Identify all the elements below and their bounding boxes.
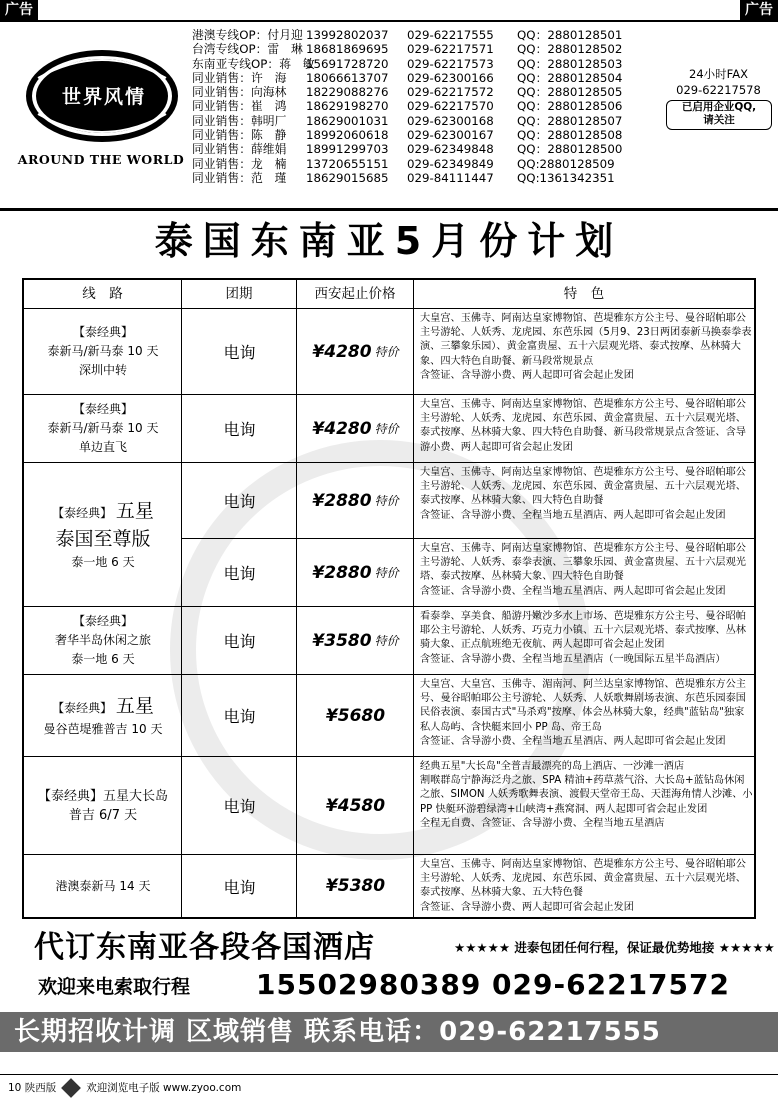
itinerary-table	[22, 278, 756, 919]
price-cell: ¥5680	[325, 705, 386, 726]
contact-row: 东南亚专线OP：蒋 敏 15691728720 029-62217573 QQ：2880128503	[192, 56, 623, 71]
contact-row: 同业销售：范 瑾 18629015685 029-84111447 QQ:1361342351	[192, 170, 615, 185]
price-cell: ¥4280 特价	[312, 341, 399, 362]
features-cell: 大皇宫、玉佛寺、阿南达皇家博物馆、芭堤雅东方公主号、曼谷昭帕耶公主号游轮、人妖秀、泰拳表演、三攀象乐园、黄金富贵屋、五十六层观光塔、泰式按摩、丛林骑大象、四大特色自助餐 含签证、含导游小费、全程当地五星酒店、两人起即可省会起止发团	[420, 543, 746, 597]
route-cell: 【泰经典】 五星 泰国至尊版 泰一地 6 天	[52, 500, 154, 569]
period-cell: 电询	[223, 420, 256, 439]
promo-slogan: ★★★★★ 进泰包团任何行程，保证最优势地接 ★★★★★	[454, 940, 775, 955]
route-cell: 【泰经典】五星大长岛 普吉 6/7 天	[37, 788, 168, 823]
qq-badge-line2: 请关注	[703, 114, 735, 126]
header-rule	[0, 208, 778, 211]
period-cell: 电询	[223, 877, 256, 897]
page-title: 泰国东南亚5月份计划	[154, 219, 624, 263]
page-footer	[8, 1080, 241, 1096]
contact-row: 同业销售：陈 静 18992060618 029-62300167 QQ：2880128508	[192, 128, 623, 143]
contact-row: 同业销售：龙 楠 13720655151 029-62349849 QQ:2880128509	[192, 156, 615, 171]
footer-rule	[0, 1074, 778, 1075]
diamond-logo-icon	[61, 1078, 81, 1098]
route-cell: 【泰经典】 五星 曼谷芭堤雅普吉 10 天	[43, 695, 163, 736]
qq-badge	[666, 100, 772, 130]
route-cell: 港澳泰新马 14 天	[55, 878, 151, 893]
contact-row: 港澳专线OP：付月迎 13992802037 029-62217555 QQ：2880128501	[192, 28, 623, 42]
ad-label-right: 广告	[740, 0, 778, 20]
header-period: 团期	[225, 286, 253, 302]
period-cell: 电询	[223, 492, 256, 511]
hotline-label: 欢迎来电索取行程	[38, 976, 191, 998]
page-number: 10	[8, 1082, 22, 1094]
period-cell: 电询	[223, 707, 256, 726]
route-cell: 【泰经典】 奢华半岛休闲之旅 泰一地 6 天	[54, 614, 151, 666]
logo-en: AROUND THE WORLD	[17, 152, 185, 167]
fax-info	[666, 66, 771, 98]
recruit-banner: 长期招收计调 区域销售 联系电话：029-62217555	[0, 1012, 778, 1052]
route-cell: 【泰经典】 泰新马/新马泰 10 天 深圳中转	[47, 325, 159, 377]
features-cell: 看泰拳、享美食、船游丹嫩沙多水上市场、芭堤雅东方公主号、曼谷昭帕耶公主号游轮、人妖秀、巧克力小镇、五十六层观光塔、泰式按摩、丛林骑大象、正点航班绝无夜航、两人起即可省会起止发团 含签证、含导游小费、全程当地五星酒店（一晚国际五星半岛酒店）	[420, 611, 746, 665]
footer-text: 欢迎浏览电子版 www.zyoo.com	[86, 1082, 242, 1094]
hotel-promo: 代订东南亚各段各国酒店	[34, 930, 375, 965]
contact-row: 同业销售：向海林 18229088276 029-62217572 QQ：2880128505	[192, 85, 623, 100]
features-cell: 经典五星"大长岛"全普吉最漂亮的岛上酒店、一沙滩一酒店 割喉群岛宁静海泛舟之旅、SPA 精油+药草蒸气浴、大长岛+蓝钻岛休闲之旅、SIMON 人妖秀歌舞表演、渡假天堂帝王岛、天涯海角情人沙滩、小 PP 快艇环游碧绿湾+山峡湾+燕窝洞、两人起即可省会起止发团 全程无自费、含签证、含导游小费、全程当地五星酒店	[420, 761, 753, 829]
period-cell: 电询	[223, 343, 256, 362]
features-cell: 大皇宫、玉佛寺、阿南达皇家博物馆、芭堤雅东方公主号、曼谷昭帕耶公主号游轮、人妖秀、龙虎园、东芭乐园、黄金富贵屋、五十六层观光塔、泰式按摩、丛林骑大象、四大特色自助餐、新马段常规景点含签证、含导游小费、两人起即可省会起止发团	[420, 399, 746, 453]
price-cell: ¥2880 特价	[312, 490, 399, 511]
features-cell: 大皇宫、玉佛寺、阿南达皇家博物馆、芭堤雅东方公主号、曼谷昭帕耶公主号游轮、人妖秀、龙虎园、东芭乐园、黄金富贵屋、五十六层观光塔、泰式按摩、丛林骑大象、五大特色餐 含签证、含导游小费、两人起即可省会起止发团	[420, 859, 746, 913]
contact-list	[192, 28, 662, 185]
top-rule	[0, 20, 778, 22]
features-cell: 大皇宫、玉佛寺、阿南达皇家博物馆、芭堤雅东方公主号、曼谷昭帕耶公主号游轮、人妖秀、龙虎园、东芭乐园、黄金富贵屋、五十六层观光塔、泰式按摩、丛林骑大象、四大特色自助餐 含签证、含导游小费、全程当地五星酒店、两人起即可省会起止发团	[420, 467, 746, 521]
price-cell: ¥4580	[325, 795, 386, 816]
price-cell: ¥2880 特价	[312, 562, 399, 583]
period-cell: 电询	[223, 632, 256, 651]
price-cell: ¥3580 特价	[312, 630, 399, 651]
contact-row: 同业销售：崔 鸿 18629198270 029-62217570 QQ：2880128506	[192, 99, 623, 114]
fax-label: 24小时FAX	[689, 67, 748, 81]
fax-number: 029-62217578	[676, 83, 761, 97]
qq-badge-line1: 已启用企业QQ,	[681, 101, 757, 113]
header-route: 线 路	[82, 286, 123, 302]
features-cell: 大皇宫、大皇宫、玉佛寺、湄南河、阿兰达皇家博物馆、芭堤雅东方公主号、曼谷昭帕耶公主号游轮、人妖秀、人妖歌舞剧场表演、东芭乐园泰国民俗表演、泰国古式"马杀鸡"按摩、体会丛林骑大象，经典"蓝钻岛"独家私人岛屿、含快艇来回小 PP 岛、帝王岛 含签证、含导游小费、全程当地五星酒店、两人起即可省会起止发团	[420, 679, 746, 747]
contact-row: 同业销售：薛维娟 18991299703 029-62349848 QQ：2880128500	[192, 142, 623, 157]
company-logo	[16, 26, 186, 176]
price-cell: ¥5380	[325, 876, 386, 896]
contact-row: 同业销售：韩明厂 18629001031 029-62300168 QQ：2880128507	[192, 113, 623, 128]
price-cell: ¥4280 特价	[312, 418, 399, 439]
period-cell: 电询	[223, 564, 256, 583]
period-cell: 电询	[223, 797, 256, 816]
route-cell: 【泰经典】 泰新马/新马泰 10 天 单边直飞	[47, 402, 159, 454]
logo-cn: 世界风情	[61, 86, 146, 108]
features-cell: 大皇宫、玉佛寺、阿南达皇家博物馆、芭堤雅东方公主号、曼谷昭帕耶公主号游轮、人妖秀、龙虎园、东芭乐园（5月9、23日两团泰新马换泰拳表演、三攀象乐园）、黄金富贵屋、五十六层观光塔、泰式按摩、丛林骑大象、四大特色自助餐、新马段常规景点 含签证、含导游小费、两人起即可省会起止发团	[420, 313, 752, 381]
header-features: 特 色	[563, 286, 605, 302]
edition: 陕西版	[24, 1082, 57, 1094]
contact-row: 台湾专线OP：雷 琳 18681869695 029-62217571 QQ：2880128502	[192, 42, 623, 57]
hotline-number: 15502980389 029-62217572	[256, 968, 730, 1001]
ad-label-left: 广告	[0, 0, 38, 20]
header-price: 西安起止价格	[314, 286, 396, 302]
contact-row: 同业销售：许 海 18066613707 029-62300166 QQ：2880128504	[192, 70, 623, 85]
